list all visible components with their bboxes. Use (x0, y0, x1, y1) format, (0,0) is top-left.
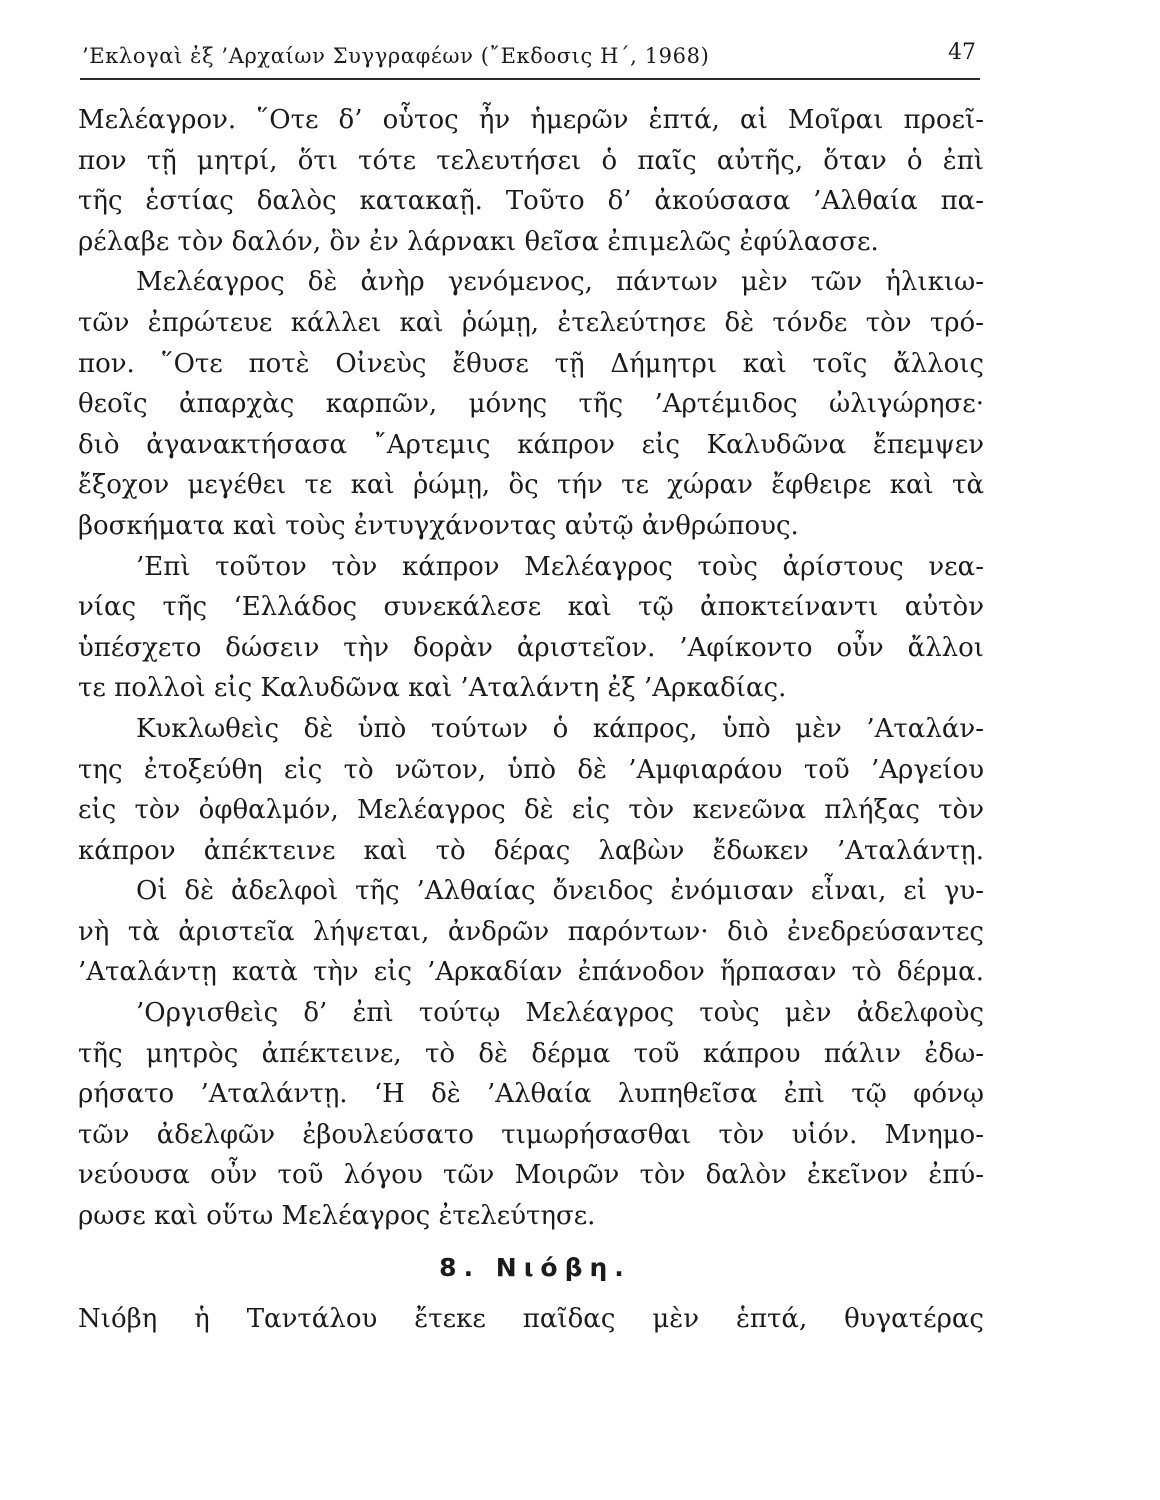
paragraph (78, 100, 984, 262)
text-line: εἰς τὸν ὀφθαλμόν, Μελέαγρος δὲ εἰς τὸν κενεῶνα πλήξας τὸν (78, 795, 984, 826)
text-line: θεοῖς ἀπαρχὰς καρπῶν, μόνης τῆς ’Αρτέμιδος ὠλιγώρησε· (78, 389, 984, 420)
text-line: νεύουσα οὖν τοῦ λόγου τῶν Μοιρῶν τὸν δαλὸν ἐκεῖνον ἐπύ- (78, 1160, 984, 1191)
text-line: τε πολλοὶ εἰς Καλυδῶνα καὶ ’Αταλάντη ἐξ ’Αρκαδίας. (78, 673, 787, 704)
paragraph (78, 871, 984, 993)
body-text (78, 100, 984, 1339)
text-line: νίας τῆς ‘Ελλάδος συνεκάλεσε καὶ τῷ ἀποκτείναντι αὐτὸν (78, 592, 984, 623)
text-line: Κυκλωθεὶς δὲ ὑπὸ τούτων ὁ κάπρος, ὑπὸ μὲν ’Αταλάν- (136, 713, 984, 744)
text-line: ’Οργισθεὶς δ’ ἐπὶ τούτῳ Μελέαγρος τοὺς μὲν ἀδελφοὺς (136, 998, 984, 1029)
text-line: Νιόβη ἡ Ταντάλου ἔτεκε παῖδας μὲν ἑπτά, θυγατέρας (78, 1303, 984, 1334)
text-line: Μελέαγρον. ῞Οτε δ’ οὗτος ἦν ἡμερῶν ἑπτά, αἱ Μοῖραι προεῖ- (78, 105, 984, 135)
text-line: ’Αταλάντῃ κατὰ τὴν εἰς ’Αρκαδίαν ἐπάνοδον ἥρπασαν τὸ δέρμα. (78, 957, 984, 988)
text-line: τῆς ἑστίας δαλὸς κατακαῇ. Τοῦτο δ’ ἀκούσασα ’Αλθαία πα- (78, 186, 984, 217)
text-line: τῆς μητρὸς ἀπέκτεινε, τὸ δὲ δέρμα τοῦ κάπρου πάλιν ἐδω- (78, 1038, 984, 1069)
text-line: Οἱ δὲ ἀδελφοὶ τῆς ’Αλθαίας ὄνειδος ἐνόμισαν εἶναι, εἰ γυ- (136, 876, 984, 907)
text-line: τῶν ἀδελφῶν ἐβουλεύσατο τιμωρήσασθαι τὸν υἱόν. Μνημο- (78, 1119, 984, 1150)
text-line: ρωσε καὶ οὕτω Μελέαγρος ἐτελεύτησε. (78, 1201, 596, 1232)
text-line: τῶν ἐπρώτευε κάλλει καὶ ῥώμῃ, ἐτελεύτησε δὲ τόνδε τὸν τρό- (78, 307, 984, 338)
page-number: 47 (948, 40, 976, 65)
section-heading: 8. Νιόβη. (439, 1252, 631, 1282)
text-line: νὴ τὰ ἀριστεῖα λήψεται, ἀνδρῶν παρόντων· διὸ ἐνεδρεύσαντες (78, 916, 984, 947)
text-line: ρέλαβε τὸν δαλόν, ὃν ἐν λάρνακι θεῖσα ἐπιμελῶς ἐφύλασσε. (78, 226, 879, 257)
text-line: πον. ῞Οτε ποτὲ Οἰνεὺς ἔθυσε τῇ Δήμητρι καὶ τοῖς ἄλλοις (78, 348, 984, 379)
text-line: ’Επὶ τοῦτον τὸν κάπρον Μελέαγρος τοὺς ἀρίστους νεα- (136, 551, 984, 582)
section-heading-wrap (78, 1237, 984, 1299)
paragraph (78, 993, 984, 1237)
text-line: της ἐτοξεύθη εἰς τὸ νῶτον, ὑπὸ δὲ ’Αμφιαράου τοῦ ’Αργείου (78, 754, 984, 785)
paragraph (78, 262, 984, 546)
text-line: βοσκήματα καὶ τοὺς ἐντυγχάνοντας αὐτῷ ἀνθρώπους. (78, 510, 799, 541)
running-header (80, 38, 980, 80)
paragraph (78, 709, 984, 871)
text-line: ὑπέσχετο δώσειν τὴν δορὰν ἀριστεῖον. ’Αφίκοντο οὖν ἄλλοι (78, 632, 984, 663)
text-line: διὸ ἀγανακτήσασα ῎Αρτεμις κάπρον εἰς Καλυδῶνα ἔπεμψεν (78, 429, 984, 460)
text-line: ρήσατο ’Αταλάντῃ. ‘Η δὲ ’Αλθαία λυπηθεῖσα ἐπὶ τῷ φόνῳ (78, 1079, 984, 1110)
text-line: Μελέαγρος δὲ ἀνὴρ γενόμενος, πάντων μὲν τῶν ἡλικιω- (136, 267, 984, 298)
text-line: ἔξοχον μεγέθει τε καὶ ῥώμῃ, ὃς τήν τε χώραν ἔφθειρε καὶ τὰ (78, 470, 984, 501)
paragraph (78, 547, 984, 709)
paragraph (78, 1299, 984, 1340)
running-title: ’Εκλογαὶ ἐξ ’Αρχαίων Συγγραφέων (῎Εκδοσις Η΄, 1968) (82, 44, 710, 68)
text-line: κάπρον ἀπέκτεινε καὶ τὸ δέρας λαβὼν ἔδωκεν ’Αταλάντῃ. (78, 835, 984, 866)
text-line: πον τῇ μητρί, ὅτι τότε τελευτήσει ὁ παῖς αὐτῆς, ὅταν ὁ ἐπὶ (78, 145, 984, 176)
